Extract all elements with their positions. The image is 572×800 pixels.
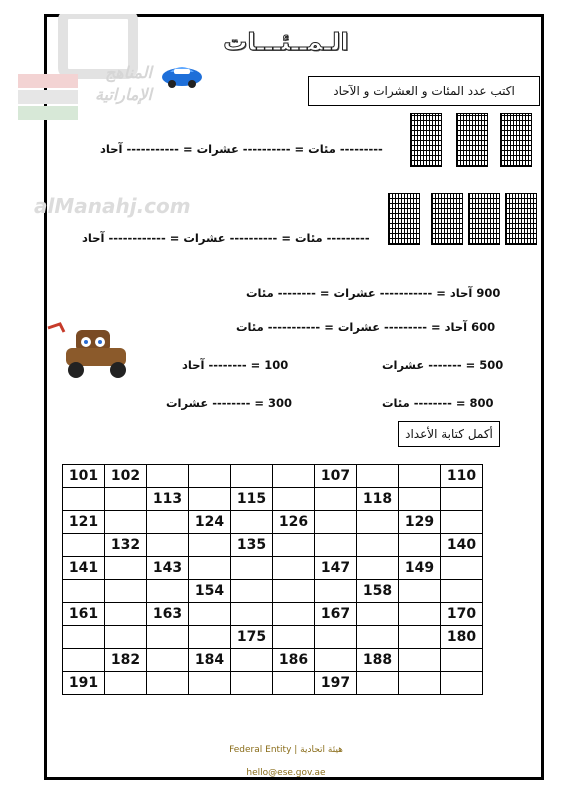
table-row [63,511,483,534]
watermark-site: alManahj.com [34,194,191,218]
number-cell: 110 [441,465,483,488]
answer-line-1: --------- مئات = ---------- عشرات = ----------- آحاد [100,142,383,156]
blank-cell[interactable] [399,649,441,672]
number-cell: 101 [63,465,105,488]
watermark-text: المناهج الإماراتية [94,63,152,104]
blank-cell[interactable] [273,465,315,488]
number-cell: 141 [63,557,105,580]
blank-cell[interactable] [189,557,231,580]
blank-cell[interactable] [441,488,483,511]
number-cell: 143 [147,557,189,580]
table-row [63,580,483,603]
number-cell: 188 [357,649,399,672]
blank-cell[interactable] [231,672,273,695]
number-cell: 118 [357,488,399,511]
number-cell: 163 [147,603,189,626]
blank-cell[interactable] [315,580,357,603]
blank-cell[interactable] [399,534,441,557]
blank-cell[interactable] [231,603,273,626]
number-cell: 124 [189,511,231,534]
instruction-box-1: اكتب عدد المئات و العشرات و الآحاد [308,76,540,106]
number-cell: 121 [63,511,105,534]
line-300: 300 = -------- عشرات [166,396,293,410]
number-cell: 184 [189,649,231,672]
hundred-block-icon [431,193,463,245]
number-cell: 135 [231,534,273,557]
blank-cell[interactable] [105,603,147,626]
blank-cell[interactable] [357,672,399,695]
number-cell: 113 [147,488,189,511]
footer-entity: Federal Entity | هيئة اتحادية [229,745,343,755]
blank-cell[interactable] [315,488,357,511]
blank-cell[interactable] [399,580,441,603]
table-row [63,488,483,511]
hundred-block-icon [505,193,537,245]
hundreds-chart [62,464,483,695]
number-cell: 102 [105,465,147,488]
blank-cell[interactable] [105,580,147,603]
blank-cell[interactable] [189,488,231,511]
blank-cell[interactable] [189,626,231,649]
instruction-box-2: أكمل كتابة الأعداد [398,421,500,447]
number-cell: 182 [105,649,147,672]
blank-cell[interactable] [273,557,315,580]
blank-cell[interactable] [357,626,399,649]
blank-cell[interactable] [441,649,483,672]
blank-cell[interactable] [357,534,399,557]
number-cell: 140 [441,534,483,557]
blank-cell[interactable] [105,511,147,534]
blank-cell[interactable] [147,580,189,603]
blank-cell[interactable] [273,580,315,603]
blank-cell[interactable] [189,672,231,695]
blank-cell[interactable] [357,511,399,534]
number-cell: 186 [273,649,315,672]
blank-cell[interactable] [273,603,315,626]
table-row [63,649,483,672]
number-cell: 161 [63,603,105,626]
blank-cell[interactable] [399,626,441,649]
hundred-block-icon [468,193,500,245]
blank-cell[interactable] [273,672,315,695]
number-cell: 147 [315,557,357,580]
table-row [63,557,483,580]
blank-cell[interactable] [273,534,315,557]
blank-cell[interactable] [147,465,189,488]
blank-cell[interactable] [231,511,273,534]
hundred-block-icon [456,113,488,167]
hundred-block-icon [388,193,420,245]
blank-cell[interactable] [231,557,273,580]
blank-cell[interactable] [147,672,189,695]
number-cell: 126 [273,511,315,534]
number-cell: 129 [399,511,441,534]
blank-cell[interactable] [147,626,189,649]
blank-cell[interactable] [147,511,189,534]
blank-cell[interactable] [357,557,399,580]
number-cell: 132 [105,534,147,557]
blank-cell[interactable] [231,649,273,672]
blank-cell[interactable] [189,465,231,488]
number-cell: 154 [189,580,231,603]
blank-cell[interactable] [147,649,189,672]
blank-cell[interactable] [399,488,441,511]
blank-cell[interactable] [357,603,399,626]
number-cell: 197 [315,672,357,695]
blank-cell[interactable] [189,534,231,557]
blank-cell[interactable] [357,465,399,488]
line-800: 800 = -------- مئات [382,396,494,410]
table-row [63,626,483,649]
blank-cell[interactable] [441,672,483,695]
page-title: الـمــئـــات [223,28,349,56]
blank-cell[interactable] [441,511,483,534]
number-cell: 191 [63,672,105,695]
table-row [63,534,483,557]
blank-cell[interactable] [189,603,231,626]
tow-truck-illustration [46,318,138,384]
blank-cell[interactable] [63,649,105,672]
hundred-block-icon [410,113,442,167]
number-cell: 175 [231,626,273,649]
hundred-block-icon [500,113,532,167]
table-row [63,672,483,695]
number-cell: 170 [441,603,483,626]
blank-cell[interactable] [63,626,105,649]
number-cell: 115 [231,488,273,511]
blank-cell[interactable] [63,534,105,557]
answer-line-2: --------- مئات = ---------- عشرات = ------------ آحاد [82,231,370,245]
blank-cell[interactable] [441,557,483,580]
blank-cell[interactable] [441,580,483,603]
blank-cell[interactable] [273,488,315,511]
line-900: 900 آحاد = ----------- عشرات = -------- مئات [246,286,501,300]
blank-cell[interactable] [63,488,105,511]
number-cell: 107 [315,465,357,488]
line-600: 600 آحاد = --------- عشرات = ----------- مئات [236,320,496,334]
line-500: 500 = ------- عشرات [382,358,504,372]
blank-cell[interactable] [315,626,357,649]
table-row [63,465,483,488]
blank-cell[interactable] [105,557,147,580]
blank-cell[interactable] [399,603,441,626]
table-row [63,603,483,626]
footer-email: hello@ese.gov.ae [246,768,326,778]
blank-cell[interactable] [231,580,273,603]
blank-cell[interactable] [315,649,357,672]
car-illustration [160,60,204,94]
blank-cell[interactable] [63,580,105,603]
blank-cell[interactable] [105,488,147,511]
blank-cell[interactable] [105,672,147,695]
number-cell: 158 [357,580,399,603]
blank-cell[interactable] [399,672,441,695]
number-cell: 167 [315,603,357,626]
blank-cell[interactable] [399,465,441,488]
blank-cell[interactable] [315,534,357,557]
number-cell: 149 [399,557,441,580]
number-cell: 180 [441,626,483,649]
blank-cell[interactable] [147,534,189,557]
blank-cell[interactable] [273,626,315,649]
line-100: 100 = -------- آحاد [182,358,289,372]
blank-cell[interactable] [315,511,357,534]
blank-cell[interactable] [231,465,273,488]
blank-cell[interactable] [105,626,147,649]
